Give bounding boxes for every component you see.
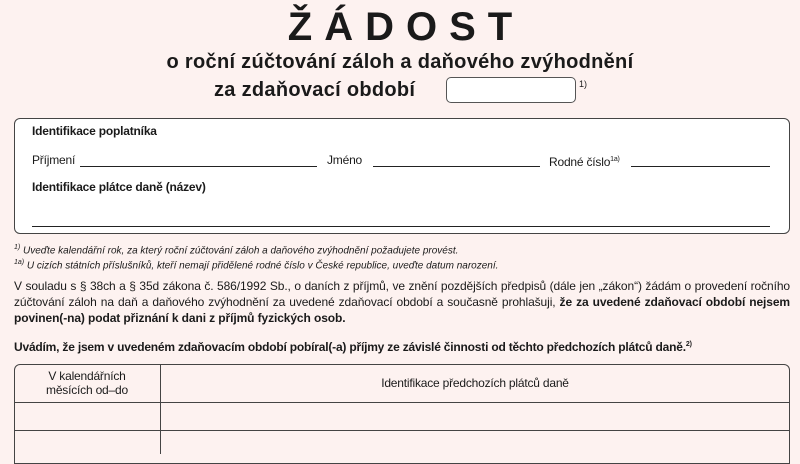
footnote-mark: 1) [14, 244, 21, 251]
birth-number-field[interactable] [631, 166, 770, 167]
paragraph-text: V souladu s § 38ch a § 35d zákona č. 586/1992 Sb., o daních z příjmů, ve znění pozdějších předpisů (dále jen „zákon“) žádám o provedení ročního zúčtování záloh na daň a daňového zvýhodnění za uvedené zdaňovací období a současně prohlašuji, [14, 279, 790, 309]
birth-number-label [549, 153, 620, 169]
table-cell-months[interactable] [15, 431, 159, 450]
table-cell-payer[interactable] [161, 431, 789, 450]
declaration-footnote-mark: 2) [685, 341, 692, 348]
footnote-1 [14, 241, 458, 257]
table-header-payers: Identifikace předchozích plátců daně [381, 376, 569, 390]
surname-label: Příjmení [32, 153, 76, 167]
footnote-1a [14, 256, 498, 272]
request-paragraph [14, 278, 790, 326]
period-label: za zdaňovací období [214, 79, 416, 101]
payer-heading: Identifikace plátce daně (název) [32, 180, 206, 194]
taxpayer-heading: Identifikace poplatníka [32, 124, 157, 138]
birth-number-footnote-mark: 1a) [610, 156, 620, 163]
table-cell-months[interactable] [15, 403, 159, 429]
table-cell-payer[interactable] [161, 403, 789, 429]
name-field[interactable] [373, 166, 540, 167]
declaration-text: Uvádím, že jsem v uvedeném zdaňovacím období pobíral(-a) příjmy ze závislé činnosti od těchto předchozích plátců daně. [14, 340, 686, 354]
footnote-text: Uveďte kalendářní rok, za který roční zúčtování záloh a daňového zvýhodnění požadujete provést. [23, 245, 459, 257]
header-line: měsících od–do [46, 383, 128, 397]
form-title: ŽÁDOST [287, 5, 525, 49]
footnote-text: U cizích státních příslušníků, kteří nemají přidělené rodné číslo v České republice, uveďte datum narození. [26, 260, 499, 272]
header-line: V kalendářních [48, 369, 126, 383]
footnote-mark: 1a) [14, 259, 25, 266]
paragraph-bold-text: že za uvedené zdaňovací období nejsem povinen(-na) podat přiznání k dani z příjmů fyzických osob. [14, 295, 790, 325]
surname-field[interactable] [80, 166, 317, 167]
form-subtitle: o roční zúčtování záloh a daňového zvýhodnění [166, 51, 634, 73]
name-label: Jméno [327, 153, 363, 167]
table-header-months [14, 369, 160, 397]
declaration [14, 340, 692, 354]
birth-number-text: Rodné číslo [549, 155, 611, 169]
tax-period-input[interactable] [446, 77, 576, 103]
period-footnote-mark: 1) [579, 79, 588, 89]
payer-name-field[interactable] [32, 226, 770, 227]
